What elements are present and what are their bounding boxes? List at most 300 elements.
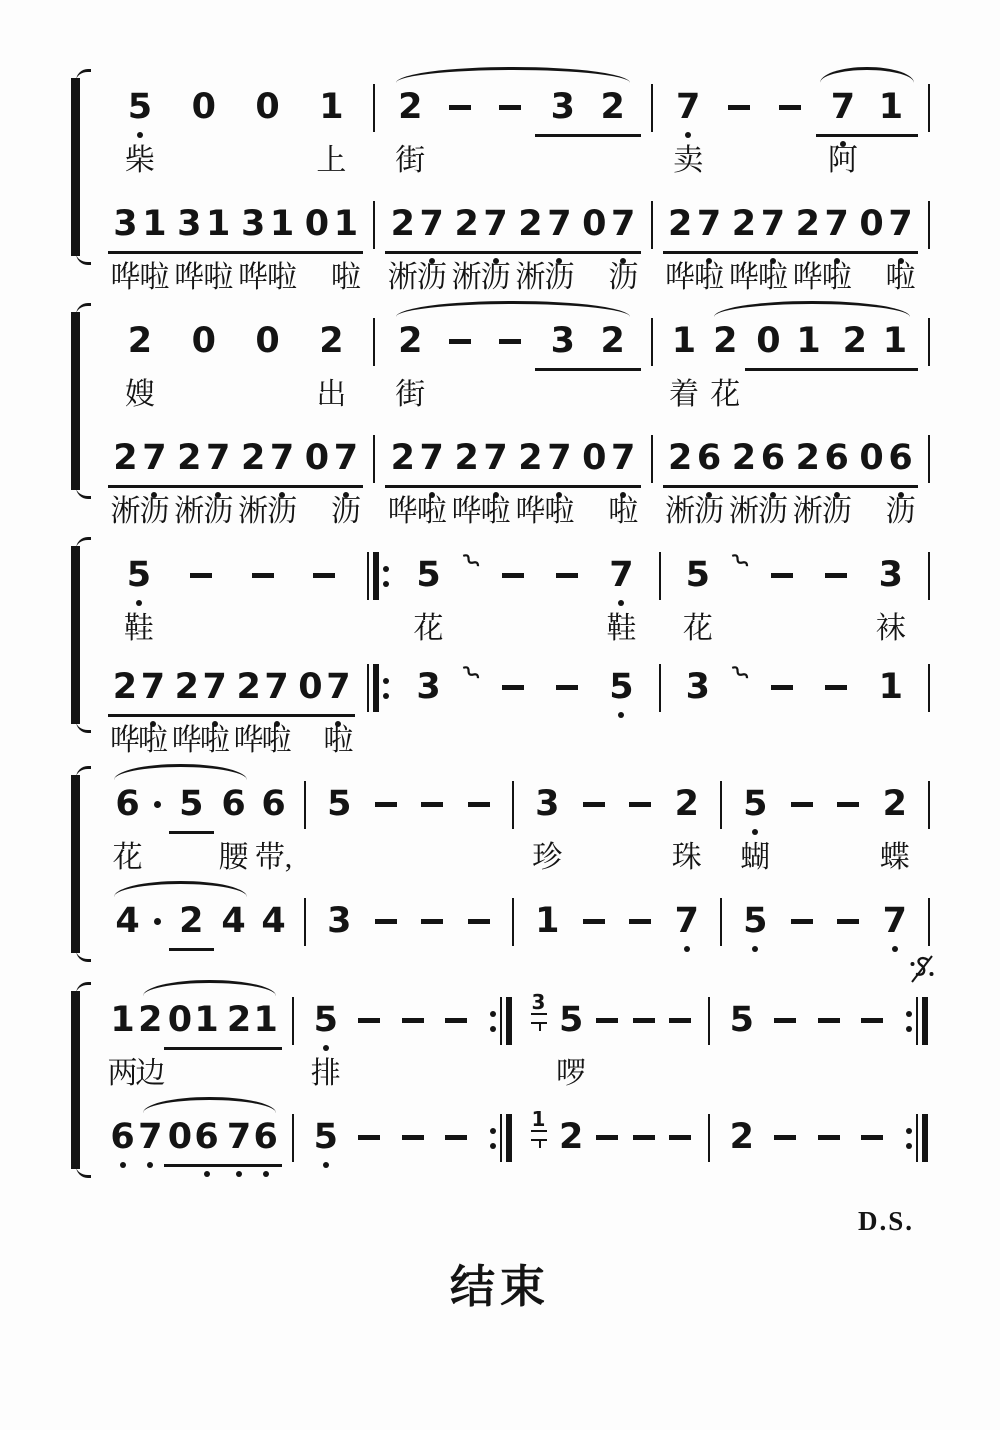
duration-dash (825, 685, 847, 690)
note-digit: 7 (419, 438, 444, 478)
voice-row-2 (98, 1107, 930, 1167)
repeat-end-sign (490, 997, 512, 1045)
token-d (348, 1114, 392, 1162)
duration-dash (791, 919, 813, 924)
token-n (110, 435, 141, 528)
ds-marking: D.S. (858, 1206, 915, 1236)
lyric-syllable: 嫂 (124, 378, 155, 411)
voice-row-2 (98, 664, 930, 757)
note-digit: 2 (731, 204, 757, 244)
measure (710, 1114, 904, 1162)
duration-dash (358, 1018, 380, 1023)
lyric-syllable: 啦 (137, 724, 168, 757)
measure (653, 318, 928, 411)
lyric-syllable: 花 (682, 612, 713, 645)
token-n (171, 664, 202, 757)
token-d (571, 781, 618, 829)
barline-thin (367, 552, 369, 600)
ending-title: 结束 (449, 1260, 550, 1313)
token-n (515, 201, 546, 294)
barline-thin (916, 997, 918, 1045)
slur-arc (143, 1097, 276, 1113)
token-n (385, 84, 435, 177)
note-digit: 7 (888, 204, 913, 244)
note-digit: 2 (518, 204, 543, 244)
lyric-syllable: 淅 (728, 495, 759, 528)
token-n (705, 318, 745, 411)
slur-arc (114, 881, 248, 897)
note-digit: 5 (558, 1000, 584, 1040)
lyric-syllable: 珍 (532, 841, 563, 874)
note-digit: 0 (582, 204, 607, 244)
duration-dash (861, 1135, 883, 1140)
note-digit: 2 (600, 321, 625, 361)
token-n (203, 201, 234, 294)
lyric-syllable: 边 (135, 1057, 166, 1090)
lyric-syllable: 沥 (416, 261, 447, 294)
token-n (580, 435, 609, 481)
system-bracket-bar (71, 78, 80, 256)
token-n (885, 201, 916, 294)
note-digit: 6 (696, 438, 722, 478)
note-digit: 0 (582, 438, 607, 478)
duration-dash (774, 1018, 796, 1023)
measure (375, 84, 650, 177)
note-digit: 0 (167, 1117, 193, 1157)
token-n (109, 664, 140, 757)
lyric-syllable: 啦 (821, 261, 852, 294)
token-n (728, 435, 759, 528)
voice-row-2 (98, 435, 930, 528)
voice-row-1 (98, 552, 930, 645)
note-digit: 1 (882, 321, 908, 361)
octave-dot (618, 600, 624, 606)
slur-group (385, 318, 640, 411)
measure (294, 1114, 488, 1162)
token-d (714, 84, 765, 137)
note-digit: 7 (882, 901, 907, 941)
lyric-syllable: 卖 (673, 144, 704, 177)
duration-dash (556, 573, 578, 578)
system-bracket-bar (71, 991, 80, 1169)
note-digit: 7 (609, 555, 634, 595)
token-n (137, 1114, 164, 1167)
lyric-syllable: 沥 (608, 261, 639, 294)
duration-dash (818, 1018, 840, 1023)
note-digit: 2 (731, 438, 757, 478)
token-n (304, 1114, 348, 1162)
note-digit: 2 (729, 1117, 754, 1157)
beam-group (169, 898, 214, 951)
note-digit: 1 (671, 321, 697, 361)
token-d (779, 898, 826, 946)
repeat-dot (383, 693, 389, 699)
repeat-begin-sign (367, 664, 389, 712)
note-digit: 5 (743, 901, 768, 941)
octave-dot (236, 1171, 242, 1177)
note-digit: 5 (313, 1000, 338, 1040)
note-digit: 6 (760, 438, 786, 478)
note-digit: 3 (550, 321, 576, 361)
token-n (789, 318, 829, 364)
repeat-end-sign (906, 997, 928, 1045)
token-gr (524, 990, 553, 1045)
token-n (203, 435, 234, 528)
note-digit: 7 (202, 667, 227, 707)
lyric-syllable: 沥 (480, 261, 511, 294)
repeat-dot (490, 1011, 496, 1017)
octave-dot (618, 712, 624, 718)
slur-group (135, 997, 282, 1090)
slide-ornament-icon (723, 552, 751, 580)
token-n (238, 201, 269, 294)
measure (375, 435, 650, 528)
token-n (608, 201, 639, 294)
lyric-syllable: 柴 (124, 144, 155, 177)
token-d (571, 898, 618, 946)
lyric-syllable: 蝶 (879, 841, 910, 874)
octave-dot (685, 132, 691, 138)
note-digit: 3 (240, 204, 266, 244)
duration-dash (669, 1135, 691, 1140)
octave-dot (120, 1162, 126, 1168)
beam-group (790, 435, 854, 528)
lyric-syllable: 街 (395, 144, 426, 177)
token-n (167, 1114, 194, 1160)
token-n (172, 84, 236, 132)
measure (661, 552, 928, 645)
barline (928, 84, 930, 132)
lyric-syllable: 啦 (261, 724, 292, 757)
barline (928, 898, 930, 946)
token-n (544, 201, 575, 294)
beam-group (299, 201, 363, 294)
token-n (238, 435, 269, 528)
note-digit: 7 (676, 87, 701, 127)
note-digit: 5 (313, 1117, 338, 1157)
note-digit: 2 (667, 438, 693, 478)
note-digit: 7 (326, 667, 351, 707)
token-n (416, 201, 447, 294)
token-n (323, 664, 354, 757)
lyric-syllable: 沥 (267, 495, 298, 528)
note-digit: 7 (824, 204, 849, 244)
lyric-syllable: 啦 (885, 261, 916, 294)
system-bracket-bar (71, 775, 80, 953)
duration-dash (837, 802, 859, 807)
octave-dot (263, 1171, 269, 1177)
repeat-begin-sign (367, 552, 389, 600)
note-digit: 6 (194, 1117, 219, 1157)
lyric-syllable: 蝴 (740, 841, 771, 874)
lyric-syllable: 哗 (238, 261, 269, 294)
token-d (435, 997, 479, 1045)
duration-dash (596, 1135, 618, 1140)
note-digit: 2 (390, 204, 415, 244)
token-n (299, 318, 363, 411)
token-n (110, 201, 141, 294)
repeat-dots (906, 997, 912, 1045)
grace-tail (539, 1139, 541, 1148)
note-digit: 2 (558, 1117, 584, 1157)
token-sq (725, 664, 755, 712)
token-n (172, 898, 211, 944)
token-n (261, 664, 292, 757)
note-digit: 2 (842, 321, 867, 361)
token-n (226, 997, 253, 1043)
lyric-syllable: 沥 (885, 495, 916, 528)
note-digit: 5 (179, 784, 204, 824)
token-n (108, 898, 147, 951)
repeat-dots (490, 997, 496, 1045)
beam-group (108, 201, 172, 294)
token-n (538, 84, 588, 130)
token-n (172, 318, 236, 366)
token-n (316, 781, 363, 829)
note-digit: 2 (882, 784, 907, 824)
repeat-dots (383, 552, 389, 600)
lyric-syllable: 花 (413, 612, 444, 645)
duration-dash (499, 339, 521, 344)
barline-thin (500, 997, 502, 1045)
beam-group (513, 435, 577, 528)
token-d (764, 1114, 808, 1162)
token-n (139, 201, 170, 294)
note-digit: 4 (221, 901, 246, 941)
duration-dash (375, 919, 397, 924)
lyric-syllable: 花 (710, 378, 741, 411)
token-n (864, 664, 918, 712)
token-n (580, 201, 609, 247)
lyric-syllable: 袜 (875, 612, 906, 645)
barline-thin (500, 1114, 502, 1162)
note-digit: 2 (674, 784, 699, 824)
beam-group (108, 435, 172, 528)
barline (928, 781, 930, 829)
note-digit: 5 (729, 1000, 754, 1040)
lyric-syllable: 沥 (821, 495, 852, 528)
token-d (807, 997, 851, 1045)
note-digit: 7 (611, 438, 636, 478)
lyric-syllable: 啦 (267, 261, 298, 294)
lyric-syllable: 淅 (238, 495, 269, 528)
note-digit: 2 (112, 667, 138, 707)
token-n (193, 1114, 220, 1160)
duration-dash (375, 802, 397, 807)
token-n (267, 201, 298, 294)
token-n (819, 84, 867, 177)
token-d (435, 84, 485, 137)
beam-group (223, 997, 282, 1050)
token-n (416, 435, 447, 528)
token-n (664, 898, 711, 946)
lyric-syllable: 带, (254, 841, 293, 874)
barline-thick (922, 997, 928, 1045)
token-n (857, 435, 886, 481)
note-digit: 5 (416, 555, 441, 595)
note-digit: 0 (859, 204, 884, 244)
note-digit: 0 (756, 321, 781, 361)
note-digit: 1 (878, 87, 904, 127)
token-n (835, 318, 875, 364)
token-d (435, 1114, 479, 1162)
system-bracket (66, 773, 94, 955)
measure (306, 898, 512, 946)
duration-dash (774, 1135, 796, 1140)
token-sq (456, 552, 486, 600)
token-d (409, 898, 456, 946)
token-n (663, 84, 714, 177)
lyric-syllable: 花 (112, 841, 143, 874)
token-d (391, 997, 435, 1045)
note-digit: 7 (419, 204, 444, 244)
lyric-syllable: 鞋 (606, 612, 637, 645)
token-n (167, 997, 194, 1043)
note-digit: 3 (685, 667, 711, 707)
token-d (485, 318, 535, 371)
token-n (608, 435, 639, 528)
lyric-syllable: 阿 (827, 144, 858, 177)
note-digit: 2 (138, 1000, 163, 1040)
segno-icon (908, 953, 936, 987)
token-d (456, 898, 503, 946)
beam-group (232, 664, 294, 757)
system-bracket (66, 544, 94, 726)
token-n (174, 435, 205, 528)
measure (98, 435, 373, 528)
duration-dash (837, 919, 859, 924)
duration-dash (791, 802, 813, 807)
system-4 (98, 781, 930, 951)
token-sq (456, 664, 486, 712)
lyric-syllable: 啦 (199, 724, 230, 757)
measure (98, 552, 365, 645)
note-digit: 7 (138, 1117, 163, 1157)
beam-group (513, 201, 577, 294)
beam-group (663, 201, 727, 294)
beam-group (449, 201, 513, 294)
beam-group (663, 435, 727, 528)
token-n (857, 201, 886, 247)
token-d (626, 1114, 662, 1162)
lyric-syllable: 着 (668, 378, 699, 411)
token-n (139, 435, 170, 528)
token-d (348, 997, 392, 1045)
octave-dot (323, 1162, 329, 1168)
token-n (451, 201, 482, 294)
token-dot (147, 898, 169, 951)
token-d (617, 781, 664, 829)
token-d (435, 318, 485, 371)
slur-group (385, 84, 640, 177)
note-digit: 5 (327, 784, 352, 824)
token-n (108, 84, 172, 177)
token-n (867, 84, 915, 130)
duration-dash (728, 105, 750, 110)
beam-group (108, 664, 170, 757)
note-digit: 2 (713, 321, 738, 361)
token-n (872, 898, 919, 946)
slur-group (705, 318, 918, 411)
token-n (253, 898, 294, 951)
token-n (451, 435, 482, 528)
octave-dot (892, 946, 898, 952)
duration-dash (190, 573, 212, 578)
note-digit: 6 (261, 784, 286, 824)
measure (514, 1107, 708, 1162)
measure (375, 201, 650, 294)
token-d (764, 997, 808, 1045)
token-n (299, 84, 363, 177)
barline-thick (506, 997, 512, 1045)
note-digit: 7 (264, 667, 289, 707)
note-digit: 1 (796, 321, 821, 361)
repeat-dot (906, 1128, 912, 1134)
lyric-syllable: 淅 (451, 261, 482, 294)
token-n (732, 898, 779, 946)
beam-group (726, 435, 790, 528)
token-n (387, 435, 418, 528)
beam-group (299, 435, 363, 528)
token-n (553, 1114, 589, 1162)
repeat-dot (906, 1011, 912, 1017)
note-digit: 0 (191, 321, 216, 361)
duration-dash (861, 1018, 883, 1023)
lyric-syllable: 哗 (515, 495, 546, 528)
system-bracket (66, 989, 94, 1171)
barline (928, 552, 930, 600)
measure (653, 435, 928, 528)
token-n (821, 201, 852, 294)
lyric-syllable: 鞋 (123, 612, 154, 645)
token-n (757, 435, 788, 528)
grace-note (531, 990, 547, 1045)
measure (653, 201, 928, 294)
token-d (391, 1114, 435, 1162)
token-n (214, 898, 253, 951)
measure (661, 664, 928, 712)
measure (722, 781, 928, 874)
repeat-end-sign (906, 1114, 928, 1162)
token-n (296, 664, 324, 710)
duration-dash (445, 1135, 467, 1140)
barline (928, 201, 930, 249)
duration-dash (252, 573, 274, 578)
token-sq (725, 552, 755, 600)
beam-group (172, 201, 236, 294)
score-systems (0, 84, 1000, 1167)
grace-digit: 1 (531, 1107, 546, 1131)
lyric-syllable: 哗 (728, 261, 759, 294)
repeat-dot (490, 1026, 496, 1032)
token-d (232, 552, 294, 600)
lyric-syllable: 哗 (387, 495, 418, 528)
slur-arc (143, 980, 276, 996)
note-digit: 2 (177, 438, 202, 478)
voice-row-1 (98, 84, 930, 177)
barline-thick (506, 1114, 512, 1162)
beam-group (172, 435, 236, 528)
duration-dash (449, 339, 471, 344)
lyric-syllable: 淅 (174, 495, 205, 528)
note-digit: 3 (550, 87, 576, 127)
token-n (172, 781, 211, 827)
duration-dash (825, 573, 847, 578)
note-digit: 6 (888, 438, 913, 478)
token-n (553, 997, 589, 1090)
token-n (757, 201, 788, 294)
token-n (304, 997, 348, 1090)
